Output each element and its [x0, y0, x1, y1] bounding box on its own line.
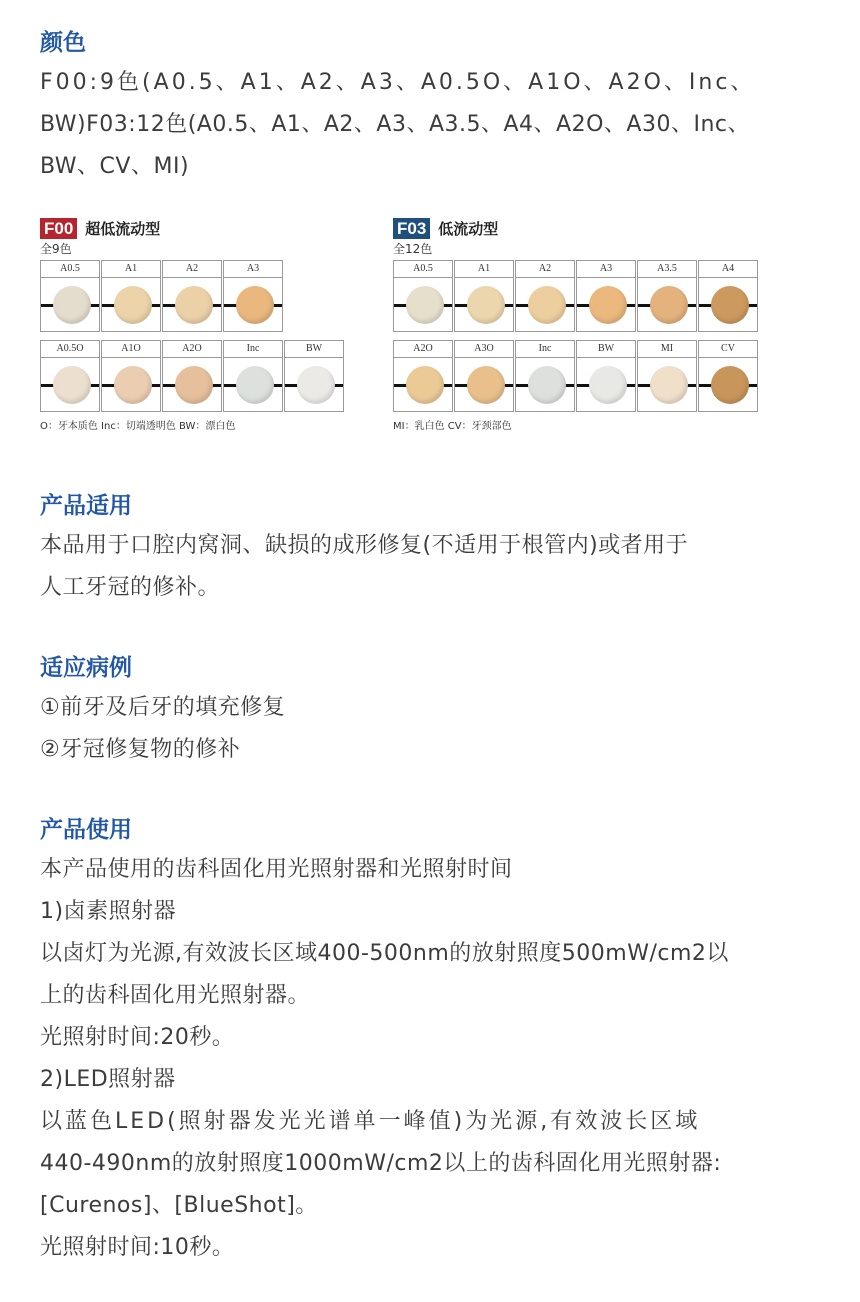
- shade-cell: [162, 260, 222, 332]
- shade-label: BW: [285, 341, 343, 358]
- f03-row-1: [393, 260, 763, 332]
- applicable-line-2: 人工牙冠的修补。: [40, 575, 221, 600]
- shade-cell: [637, 260, 697, 332]
- shade-label: A2O: [394, 341, 452, 358]
- shade-swatch: [236, 366, 274, 404]
- shade-swatch: [589, 366, 627, 404]
- led-line-2: 440-490nm的放射照度1000mW/cm2以上的齿科固化用光照射器:: [40, 1151, 722, 1176]
- f00-row-1: [40, 260, 360, 332]
- usage-section: [40, 811, 820, 1269]
- indication-item-2: ②牙冠修复物的修补: [40, 737, 241, 762]
- shade-swatch: [297, 366, 335, 404]
- shade-label: A3: [224, 261, 282, 278]
- shade-cell: [454, 340, 514, 412]
- shade-swatch: [406, 366, 444, 404]
- shade-label: Inc: [224, 341, 282, 358]
- shade-cell: [393, 340, 453, 412]
- shade-label: BW: [577, 341, 635, 358]
- shade-guide-image: [40, 216, 760, 451]
- shade-cell: [698, 260, 758, 332]
- shade-label: A0.5O: [41, 341, 99, 358]
- shade-cell: [515, 340, 575, 412]
- shade-cell: [101, 260, 161, 332]
- color-heading: 颜色: [40, 30, 86, 56]
- shade-swatch: [406, 286, 444, 324]
- shade-label: CV: [699, 341, 757, 358]
- shade-label: A4: [699, 261, 757, 278]
- shade-cell: [576, 340, 636, 412]
- shade-cell: [393, 260, 453, 332]
- shade-swatch: [528, 366, 566, 404]
- f00-title: [40, 216, 360, 240]
- f03-subtitle: 全12色: [393, 242, 433, 256]
- f03-code-badge: F03: [393, 218, 430, 239]
- f00-subtitle: 全9色: [40, 242, 72, 256]
- shade-cell: [576, 260, 636, 332]
- shade-swatch: [589, 286, 627, 324]
- shade-swatch: [175, 366, 213, 404]
- led-title: 2)LED照射器: [40, 1067, 176, 1092]
- led-line-1: 以蓝色LED(照射器发光光谱单一峰值)为光源,有效波长区域: [40, 1109, 701, 1134]
- shade-label: A2: [516, 261, 574, 278]
- halogen-time: 光照射时间:20秒。: [40, 1025, 235, 1050]
- shade-cell: [223, 340, 283, 412]
- f00-panel: [40, 216, 360, 434]
- shade-swatch: [236, 286, 274, 324]
- shade-swatch: [650, 286, 688, 324]
- shade-swatch: [114, 286, 152, 324]
- f00-legend: O：牙本质色 Inc：切端透明色 BW：漂白色: [40, 421, 236, 432]
- shade-label: A3.5: [638, 261, 696, 278]
- shade-swatch: [175, 286, 213, 324]
- usage-intro: 本产品使用的齿科固化用光照射器和光照射时间: [40, 857, 513, 882]
- shade-swatch: [114, 366, 152, 404]
- shade-cell: [162, 340, 222, 412]
- indications-heading: 适应病例: [40, 655, 132, 681]
- shade-label: A1: [455, 261, 513, 278]
- shade-swatch: [53, 366, 91, 404]
- shade-cell: [637, 340, 697, 412]
- shade-label: A0.5: [41, 261, 99, 278]
- f00-name: 超低流动型: [85, 219, 161, 238]
- indications-section: [40, 649, 820, 771]
- f03-title: [393, 216, 763, 240]
- led-line-3: [Curenos]、[BlueShot]。: [40, 1193, 318, 1218]
- shade-label: A3: [577, 261, 635, 278]
- shade-cell: [40, 340, 100, 412]
- color-line-2: BW)F03:12色(A0.5、A1、A2、A3、A3.5、A4、A2O、A30、Inc、: [40, 112, 750, 137]
- applicable-line-1: 本品用于口腔内窝洞、缺损的成形修复(不适用于根管内)或者用于: [40, 533, 689, 558]
- shade-cell: [101, 340, 161, 412]
- usage-heading: 产品使用: [40, 817, 132, 843]
- shade-cell: [454, 260, 514, 332]
- led-time: 光照射时间:10秒。: [40, 1235, 235, 1260]
- color-line-1: F00:9色(A0.5、A1、A2、A3、A0.5O、A1O、A2O、Inc、: [40, 70, 756, 95]
- shade-cell: [698, 340, 758, 412]
- f03-panel: [393, 216, 763, 434]
- shade-swatch: [467, 286, 505, 324]
- main-content: [40, 24, 820, 1269]
- shade-cell: [515, 260, 575, 332]
- f03-legend: MI：乳白色 CV：牙颈部色: [393, 421, 512, 432]
- shade-label: A1O: [102, 341, 160, 358]
- halogen-line-2: 上的齿科固化用光照射器。: [40, 983, 311, 1008]
- shade-label: MI: [638, 341, 696, 358]
- shade-label: A2: [163, 261, 221, 278]
- f03-row-2: [393, 340, 763, 412]
- shade-label: A3O: [455, 341, 513, 358]
- color-line-3: BW、CV、MI): [40, 154, 190, 179]
- halogen-line-1: 以卤灯为光源,有效波长区域400-500nm的放射照度500mW/cm2以: [40, 941, 729, 966]
- shade-label: A2O: [163, 341, 221, 358]
- f00-code-badge: F00: [40, 218, 77, 239]
- f03-name: 低流动型: [438, 219, 499, 238]
- applicable-heading: 产品适用: [40, 493, 132, 519]
- shade-cell: [284, 340, 344, 412]
- shade-swatch: [528, 286, 566, 324]
- halogen-title: 1)卤素照射器: [40, 899, 177, 924]
- shade-swatch: [467, 366, 505, 404]
- f00-row-2: [40, 340, 360, 412]
- indication-item-1: ①前牙及后牙的填充修复: [40, 695, 286, 720]
- shade-swatch: [711, 366, 749, 404]
- shade-label: Inc: [516, 341, 574, 358]
- shade-swatch: [711, 286, 749, 324]
- shade-label: A1: [102, 261, 160, 278]
- shade-cell: [40, 260, 100, 332]
- shade-swatch: [650, 366, 688, 404]
- shade-label: A0.5: [394, 261, 452, 278]
- shade-swatch: [53, 286, 91, 324]
- shade-cell: [223, 260, 283, 332]
